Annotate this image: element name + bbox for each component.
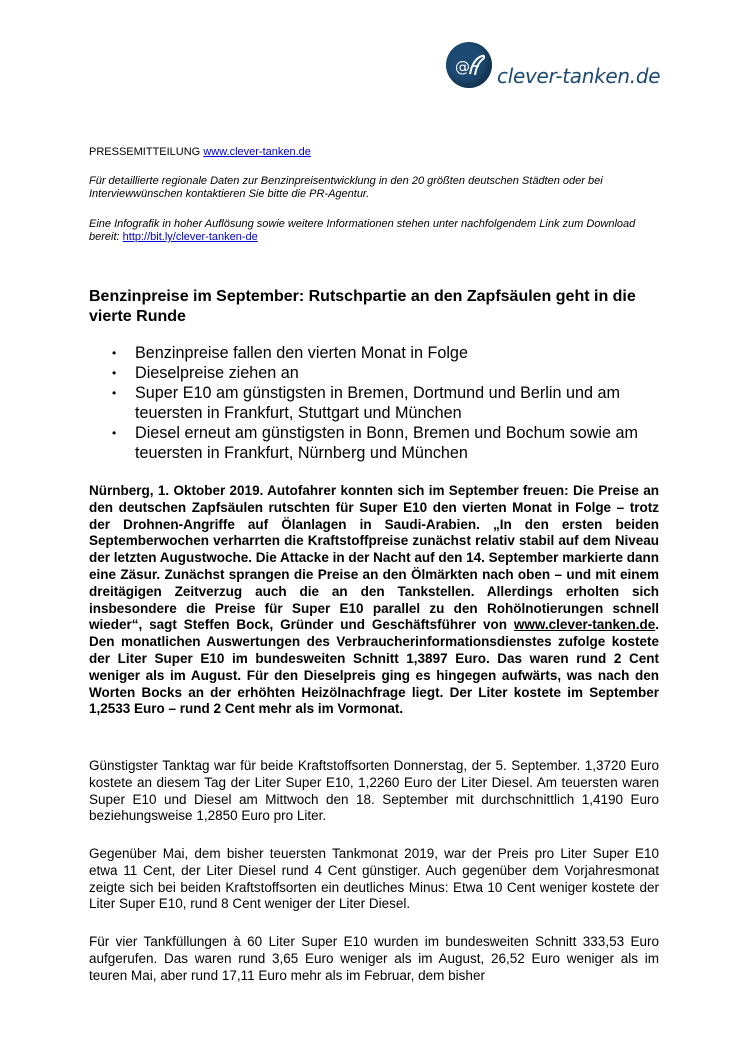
infographic-note-text: Eine Infografik in hoher Auflösung sowie weitere Informationen stehen unter nachfolgendem Link zum Download bereit: (89, 218, 636, 243)
press-website-link[interactable]: www.clever-tanken.de (203, 146, 311, 158)
regional-data-note: Für detaillierte regionale Daten zur Benzinpreisentwicklung in den 20 größten deutschen Städten oder bei Interviewwünschen kontaktieren Sie bitte die PR-Agentur. (89, 175, 603, 200)
infographic-download-link[interactable]: http://bit.ly/clever-tanken-de (122, 231, 258, 243)
svg-text:@: @ (455, 58, 470, 76)
press-label: PRESSEMITTEILUNG (89, 146, 201, 158)
press-line (89, 146, 659, 158)
infographic-note (89, 218, 659, 244)
lead-paragraph (89, 483, 659, 718)
body-paragraph: Gegenüber Mai, dem bisher teuersten Tankmonat 2019, war der Preis pro Liter Super E10 etwa 11 Cent, der Liter Diesel rund 4 Cent günstiger. Auch gegenüber dem Vorjahresmonat zeigte sich bei beiden Kraftstoffsorten ein deutliches Minus: Etwa 10 Cent weniger kostete der Liter Super E10, rund 8 Cent weniger der Liter Diesel. (89, 846, 659, 912)
bullet-item: • Super E10 am günstigsten in Bremen, Dortmund und Berlin und am teuersten in Frankfurt, Stuttgart und München (112, 383, 672, 423)
brand-logo (446, 42, 660, 88)
lead-website-link[interactable]: www.clever-tanken.de (513, 617, 656, 633)
bullet-item: • Diesel erneut am günstigsten in Bonn, Bremen und Bochum sowie am teuersten in Frankfurt, Nürnberg und München (112, 423, 672, 463)
logo-wordmark: clever-tanken.de (497, 64, 661, 88)
lead-text-start: Nürnberg, 1. Oktober 2019. Autofahrer konnten sich im September freuen: Die Preise an den deutschen Zapfsäulen rutschten für Super E10 den vierten Monat in Folge – trotz der Drohnen-Angriffe auf Ölanlagen in Saudi-Arabien. „In den ersten beiden Septemberwochen verharrten die Kraftstoffpreise zunächst relativ stabil auf dem Niveau der letzten Augustwoche. Die Attacke in der Nacht auf den 14. September markierte dann eine Zäsur. Zunächst sprangen die Preise an den Ölmärkten nach oben – und mit einem dreitägigen Zeitverzug auch die an den Tankstellen. Allerdings erholten sich insbesondere die Preise für Super E10 parallel zu den Rohölnotierungen schnell wieder“, sagt Steffen Bock, Gründer und Geschäftsführer von (89, 483, 659, 633)
logo-emblem-icon (446, 42, 492, 88)
bullet-item: • Dieselpreise ziehen an (112, 363, 672, 383)
bullet-item: • Benzinpreise fallen den vierten Monat in Folge (112, 343, 672, 363)
body-paragraph: Günstigster Tanktag war für beide Kraftstoffsorten Donnerstag, der 5. September. 1,3720 Euro kostete an diesem Tag der Liter Super E10, 1,2260 Euro der Liter Diesel. Am teuersten waren Super E10 und Diesel am Mittwoch den 18. September mit durchschnittlich 1,4190 Euro beziehungsweise 1,2850 Euro pro Liter. (89, 758, 659, 824)
summary-bullet-list (112, 343, 672, 463)
body-paragraph: Für vier Tankfüllungen à 60 Liter Super E10 wurden im bundesweiten Schnitt 333,53 Euro aufgerufen. Das waren rund 3,65 Euro weniger als im August, 26,52 Euro weniger als im teuren Mai, aber rund 17,11 Euro mehr als im Februar, dem bisher (89, 934, 659, 983)
page-title: Benzinpreise im September: Rutschpartie an den Zapfsäulen geht in die vierte Runde (89, 288, 636, 325)
lead-text-end: . Den monatlichen Auswertungen des Verbraucherinformationsdienstes zufolge kostete der Liter Super E10 im bundesweiten Schnitt 1,3897 Euro. Das waren rund 2 Cent weniger als im August. Für den Dieselpreis ging es hingegen aufwärts, was nach den Worten Bocks an der erhöhten Heizölnachfrage liegt. Der Liter kostete im September 1,2533 Euro – rund 2 Cent mehr als im Vormonat. (89, 617, 659, 717)
